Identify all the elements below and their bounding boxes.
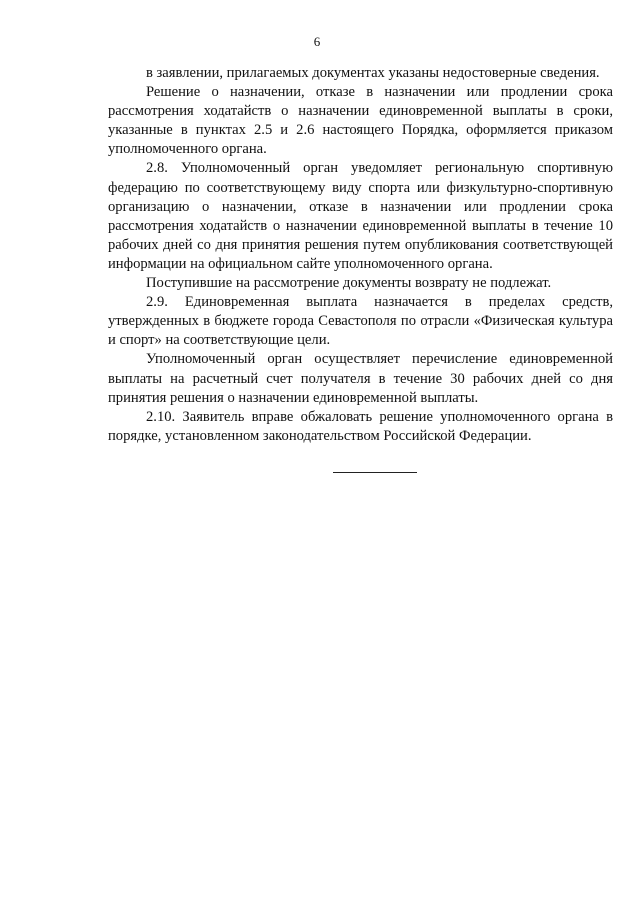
paragraph-decision-order: Решение о назначении, отказе в назначении или продлении срока рассмотрения ходатайств о назначении единовременной выплаты в сроки, указанные в пунктах 2.5 и 2.6 настоящего Порядка, оформляется приказом уполномоченного органа. <box>108 84 613 158</box>
paragraph-2-9: 2.9. Единовременная выплата назначается в пределах средств, утвержденных в бюджете города Севастополя по отрасли «Физическая культура и спорт» на соответствующие цели. <box>108 294 613 349</box>
paragraph-payment-transfer: Уполномоченный орган осуществляет перечисление единовременной выплаты на расчетный счет получателя в течение 30 рабочих дней со дня принятия решения о назначении единовременной выплаты. <box>108 351 613 406</box>
paragraph-2-10: 2.10. Заявитель вправе обжаловать решение уполномоченного органа в порядке, установленном законодательством Российской Федерации. <box>108 408 613 444</box>
page-number: 6 <box>313 34 321 49</box>
document-body <box>108 64 613 446</box>
end-of-text-rule <box>333 472 417 473</box>
paragraph-continuation: в заявлении, прилагаемых документах указаны недостоверные сведения. <box>146 65 600 81</box>
paragraph-2-8: 2.8. Уполномоченный орган уведомляет региональную спортивную федерацию по соответствующему виду спорта или физкультурно-спортивную организацию о назначении, отказе в назначении или продлении срока рассмотрения ходатайств о назначении единовременной выплаты в течение 10 рабочих дней со дня принятия решения путем опубликования соответствующей информации на официальном сайте уполномоченного органа. <box>108 160 613 272</box>
paragraph-documents-not-returned: Поступившие на рассмотрение документы возврату не подлежат. <box>146 275 552 292</box>
